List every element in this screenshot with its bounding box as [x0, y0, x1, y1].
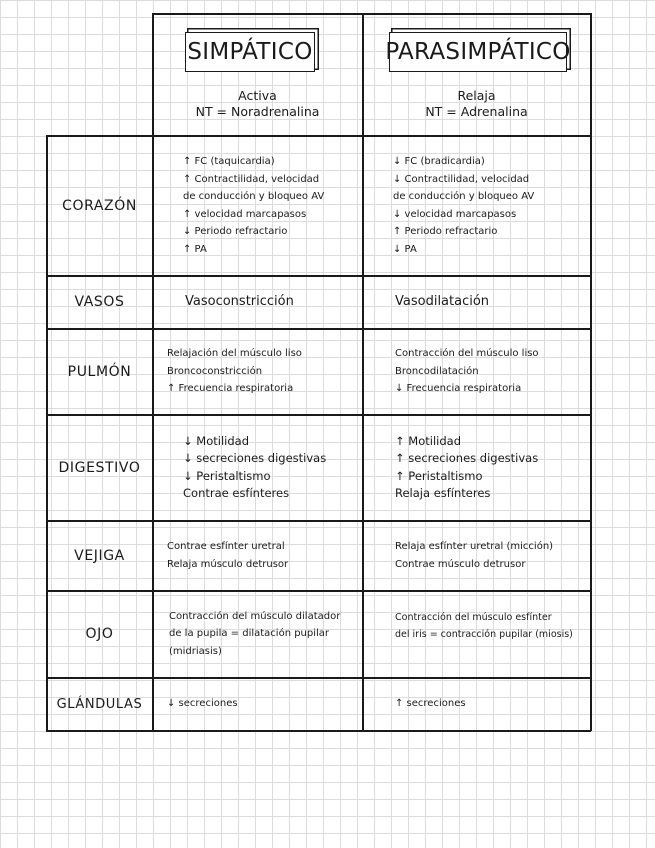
list-item: Relaja esfínteres: [395, 486, 491, 500]
parasympathetic-nt: NT = Adrenalina: [425, 104, 528, 119]
list-item: Contrae músculo detrusor: [395, 558, 526, 570]
list-item: Vasodilatación: [395, 294, 490, 310]
list-item: Relajación del músculo liso: [167, 348, 302, 360]
ojo-sympathetic: [153, 591, 362, 677]
table-border-top: [152, 13, 591, 15]
list-item: Contracción del músculo liso: [395, 348, 539, 360]
list-item: ↑ Periodo refractario: [393, 226, 498, 237]
row-label-glandulas: [47, 678, 152, 730]
vejiga-parasympathetic: [363, 521, 590, 590]
list-item: Broncodilatación: [395, 365, 479, 377]
glandulas-parasympathetic: [363, 678, 590, 730]
list-item: ↑ FC (taquicardia): [183, 156, 275, 167]
row-label-corazon: [47, 136, 152, 275]
row-label-text: OJO: [85, 626, 114, 642]
list-item: ↓ PA: [393, 243, 417, 255]
parasympathetic-effect: Relaja: [457, 88, 496, 103]
row-label-pulmon: [47, 329, 152, 414]
list-item: Broncoconstricción: [167, 365, 263, 377]
sympathetic-subtitle: [153, 88, 362, 120]
row-label-ojo: [47, 591, 152, 677]
parasympathetic-subtitle: [363, 88, 590, 120]
list-item: Contrae esfínter uretral: [167, 541, 285, 552]
list-item: ↑ secreciones digestivas: [395, 451, 539, 465]
list-item: ↑ Frecuencia respiratoria: [167, 383, 294, 395]
list-item: ↑ Peristaltismo: [395, 468, 483, 483]
list-item: Vasoconstricción: [185, 294, 294, 310]
list-item: ↓ FC (bradicardia): [393, 156, 485, 167]
list-item: Relaja esfínter uretral (micción): [395, 541, 554, 552]
glandulas-sympathetic: [153, 678, 362, 730]
list-item: ↑ Contractilidad, velocidad: [183, 173, 320, 185]
corazon-parasympathetic: [363, 136, 590, 275]
list-item: ↓ secreciones digestivas: [183, 451, 327, 465]
list-item: Contracción del músculo esfínter: [395, 611, 552, 623]
row-label-vejiga: [47, 521, 152, 590]
list-item: ↑ PA: [183, 243, 207, 255]
vasos-sympathetic: [153, 276, 362, 328]
table-border-bottom: [46, 730, 591, 732]
list-item: ↓ Periodo refractario: [183, 226, 288, 237]
row-label-digestivo: [47, 415, 152, 520]
parasympathetic-title: [385, 32, 571, 72]
row-label-text: VASOS: [74, 294, 125, 310]
list-item: (midriasis): [169, 645, 222, 657]
list-item: ↑ Motilidad: [395, 433, 461, 448]
sympathetic-effect: Activa: [238, 88, 277, 103]
list-item: ↓ Frecuencia respiratoria: [395, 383, 522, 395]
pulmon-sympathetic: [153, 329, 362, 414]
digestivo-parasympathetic: [363, 415, 590, 520]
list-item: ↓ Peristaltismo: [183, 468, 271, 483]
list-item: ↑ velocidad marcapasos: [183, 208, 307, 220]
list-item: Contracción del músculo dilatador: [169, 610, 341, 622]
row-label-text: VEJIGA: [74, 547, 125, 564]
list-item: de conducción y bloqueo AV: [183, 191, 325, 202]
digestivo-sympathetic: [153, 415, 362, 520]
pulmon-parasympathetic: [363, 329, 590, 414]
list-item: Relaja músculo detrusor: [167, 558, 289, 570]
list-item: de conducción y bloqueo AV: [393, 191, 535, 202]
list-item: ↑ secreciones: [395, 698, 466, 710]
vasos-parasympathetic: [363, 276, 590, 328]
list-item: de la pupila = dilatación pupilar: [169, 628, 330, 640]
row-label-text: CORAZÓN: [62, 197, 137, 214]
list-item: ↓ velocidad marcapasos: [393, 208, 517, 220]
table-border-right: [590, 13, 592, 731]
row-label-text: GLÁNDULAS: [56, 696, 143, 712]
sympathetic-title-text: SIMPÁTICO: [187, 39, 313, 65]
row-label-vasos: [47, 276, 152, 328]
row-label-text: DIGESTIVO: [58, 459, 141, 476]
vejiga-sympathetic: [153, 521, 362, 590]
list-item: del iris = contracción pupilar (miosis): [395, 629, 573, 640]
sympathetic-title: [185, 32, 315, 72]
ojo-parasympathetic: [363, 591, 590, 677]
row-label-text: PULMÓN: [67, 363, 132, 380]
parasympathetic-title-text: PARASIMPÁTICO: [385, 39, 571, 65]
list-item: ↓ secreciones: [167, 698, 238, 710]
list-item: Contrae esfínteres: [183, 486, 290, 500]
sympathetic-nt: NT = Noradrenalina: [195, 104, 320, 119]
list-item: ↓ Contractilidad, velocidad: [393, 173, 530, 185]
list-item: ↓ Motilidad: [183, 433, 249, 448]
corazon-sympathetic: [153, 136, 362, 275]
